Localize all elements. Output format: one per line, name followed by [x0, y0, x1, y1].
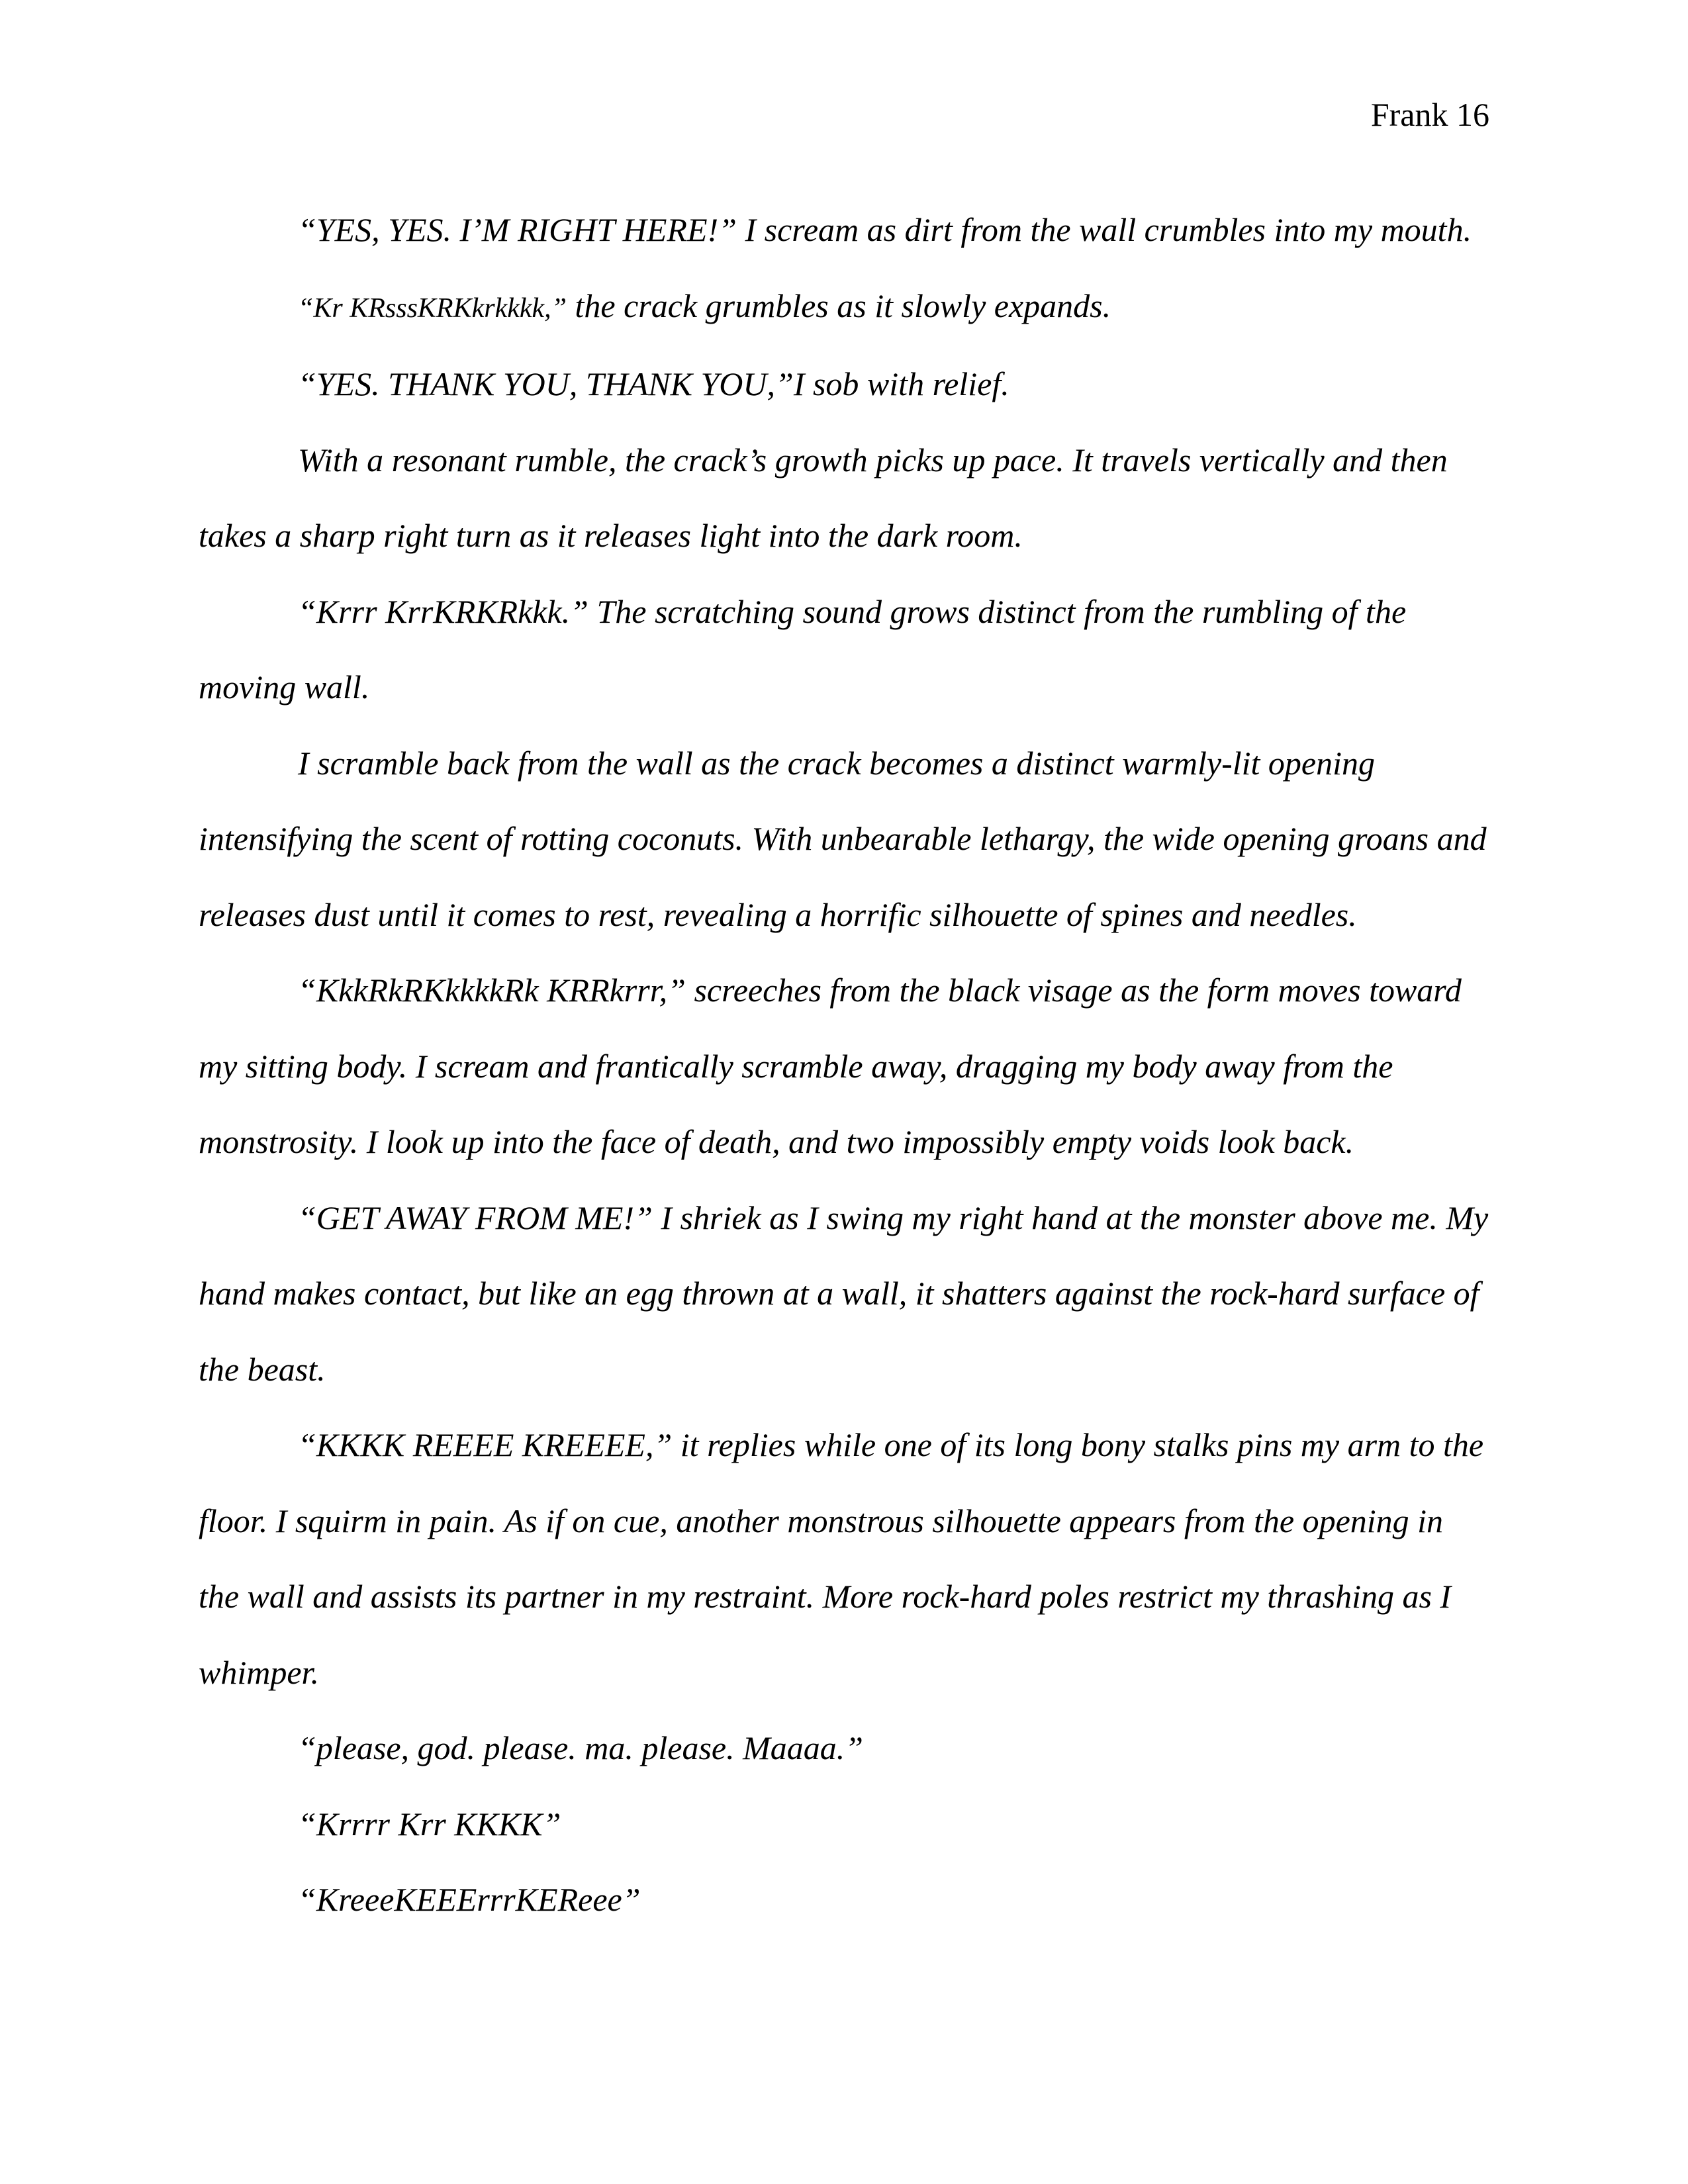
- manuscript-body: [199, 192, 1489, 1938]
- paragraph: “GET AWAY FROM ME!” I shriek as I swing my right hand at the monster above me. My hand makes contact, but like an egg thrown at a wall, it shatters against the rock-hard surface of the beast.: [199, 1199, 1489, 1388]
- paragraph: “Krrrr Krr KKKK”: [298, 1805, 561, 1843]
- paragraph-with-sound: [199, 268, 1489, 347]
- paragraph: With a resonant rumble, the crack’s growth picks up pace. It travels vertically and then takes a sharp right turn as it releases light into the dark room.: [199, 441, 1448, 554]
- paragraph: “KreeeKEEErrrKEReee”: [298, 1881, 641, 1918]
- paragraph: “YES, YES. I’M RIGHT HERE!” I scream as dirt from the wall crumbles into my mouth.: [298, 211, 1472, 248]
- paragraph: “KKKK REEEE KREEEE,” it replies while one of its long bony stalks pins my arm to the floor. I squirm in pain. As if on cue, another monstrous silhouette appears from the opening in the wall and assists its partner in my restraint. More rock-hard poles restrict my thrashing as I whimper.: [199, 1426, 1484, 1691]
- paragraph-remainder: the crack grumbles as it slowly expands.: [567, 287, 1111, 324]
- sound-fragment: “Kr KRsssKRKkrkkkk,”: [298, 293, 567, 324]
- paragraph: “KkkRkRKkkkkRk KRRkrrr,” screeches from the black visage as the form moves toward my sitting body. I scream and frantically scramble away, dragging my body away from the monstrosity. I look up into the face of death, and two impossibly empty voids look back.: [199, 972, 1462, 1160]
- paragraph: “please, god. please. ma. please. Maaaa.”: [298, 1729, 864, 1766]
- paragraph: I scramble back from the wall as the crack becomes a distinct warmly-lit opening intensifying the scent of rotting coconuts. With unbearable lethargy, the wide opening groans and releases dust until it comes to rest, revealing a horrific silhouette of spines and needles.: [199, 744, 1487, 933]
- paragraph: “Krrr KrrKRKRkkk.” The scratching sound grows distinct from the rumbling of the moving wall.: [199, 592, 1407, 705]
- paragraph: “YES. THANK YOU, THANK YOU,”I sob with relief.: [298, 365, 1009, 402]
- running-head: Frank 16: [1370, 96, 1489, 133]
